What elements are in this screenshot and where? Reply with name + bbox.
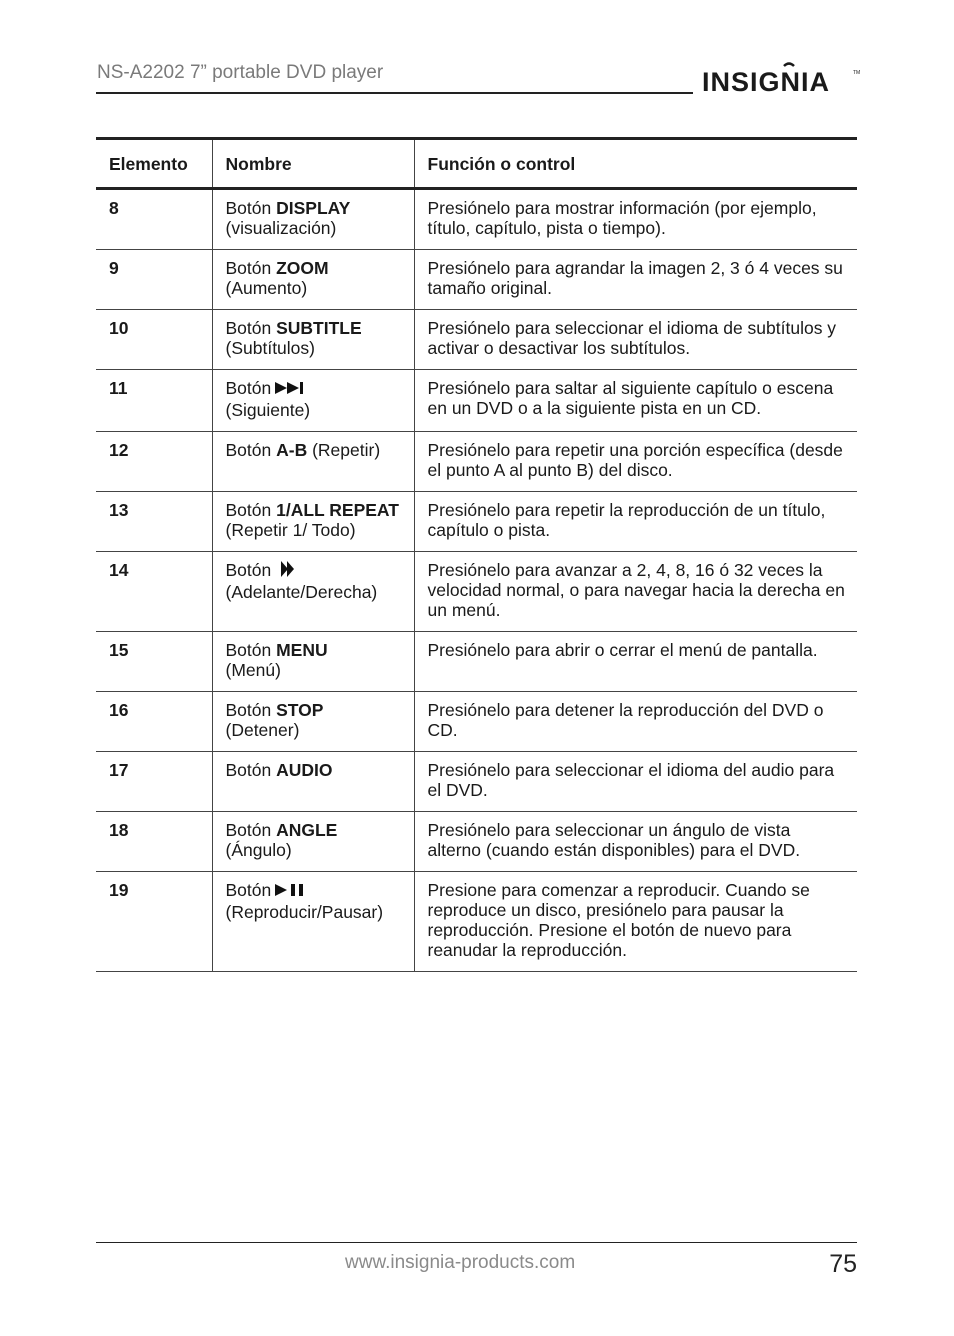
button-label: DISPLAY [276, 198, 351, 218]
button-label: ANGLE [276, 820, 338, 840]
function-description: Presiónelo para seleccionar el idioma de subtítulos y activar o desactivar los subtítulos. [414, 310, 857, 370]
function-description: Presiónelo para avanzar a 2, 4, 8, 16 ó 32 veces la velocidad normal, o para navegar hacia la derecha en un menú. [414, 552, 857, 632]
element-number: 19 [96, 872, 212, 972]
header-divider [96, 92, 693, 94]
button-name-cell [212, 632, 414, 692]
table-row [96, 250, 857, 310]
footer-url: www.insignia-products.com [345, 1252, 576, 1273]
button-translation: (Subtítulos) [225, 338, 315, 358]
function-description: Presione para comenzar a reproducir. Cuando se reproduce un disco, presiónelo para pausar la reproducción. Presione el botón de nuevo para reanudar la reproducción. [414, 872, 857, 972]
table-row [96, 812, 857, 872]
svg-text:INSIGNIA: INSIGNIA [702, 67, 831, 97]
table-header-row [96, 139, 857, 189]
button-translation: (Detener) [225, 720, 300, 740]
button-prefix: Botón [225, 258, 277, 278]
table-row [96, 552, 857, 632]
button-name-cell [212, 872, 414, 972]
column-header-elemento: Elemento [96, 139, 212, 189]
button-name-cell [212, 492, 414, 552]
button-label: ZOOM [276, 258, 329, 278]
button-function-table [96, 137, 857, 972]
button-name-cell [212, 370, 414, 432]
button-prefix: Botón [225, 640, 277, 660]
button-name-cell [212, 310, 414, 370]
button-translation: (Ángulo) [225, 840, 292, 860]
button-label: MENU [276, 640, 328, 660]
element-number: 15 [96, 632, 212, 692]
button-name-cell [212, 552, 414, 632]
element-number: 18 [96, 812, 212, 872]
button-translation: (Siguiente) [225, 400, 311, 420]
button-name-cell [212, 189, 414, 250]
button-name-cell [212, 250, 414, 310]
document-title: NS-A2202 7” portable DVD player [97, 62, 384, 83]
button-name-cell [212, 812, 414, 872]
button-prefix: Botón [225, 760, 277, 780]
button-translation: (Adelante/Derecha) [225, 582, 378, 602]
function-description: Presiónelo para seleccionar el idioma del audio para el DVD. [414, 752, 857, 812]
button-translation: (Reproducir/Pausar) [225, 902, 384, 922]
table-row [96, 632, 857, 692]
table-row [96, 370, 857, 432]
button-prefix: Botón [225, 820, 277, 840]
forward-icon [275, 560, 297, 582]
function-description: Presiónelo para abrir o cerrar el menú de pantalla. [414, 632, 857, 692]
button-translation: (Repetir) [307, 440, 381, 460]
button-prefix: Botón [225, 560, 272, 580]
button-name-cell [212, 752, 414, 812]
button-translation: (Repetir 1/ Todo) [225, 520, 356, 540]
button-label: A-B [276, 440, 308, 460]
column-header-nombre: Nombre [212, 139, 414, 189]
button-label: AUDIO [276, 760, 333, 780]
function-description: Presiónelo para detener la reproducción del DVD o CD. [414, 692, 857, 752]
column-header-funcion: Función o control [414, 139, 857, 189]
element-number: 8 [96, 189, 212, 250]
button-prefix: Botón [225, 378, 272, 398]
button-prefix: Botón [225, 198, 277, 218]
button-translation: (visualización) [225, 218, 337, 238]
table-row [96, 432, 857, 492]
play-pause-icon [275, 882, 309, 902]
button-prefix: Botón [225, 440, 277, 460]
svg-text:TM: TM [853, 70, 860, 76]
page-number: 75 [829, 1250, 857, 1278]
element-number: 16 [96, 692, 212, 752]
element-number: 11 [96, 370, 212, 432]
table-row [96, 752, 857, 812]
function-description: Presiónelo para saltar al siguiente capítulo o escena en un DVD o a la siguiente pista en un CD. [414, 370, 857, 432]
button-prefix: Botón [225, 880, 272, 900]
button-prefix: Botón [225, 700, 277, 720]
function-description: Presiónelo para agrandar la imagen 2, 3 ó 4 veces su tamaño original. [414, 250, 857, 310]
element-number: 14 [96, 552, 212, 632]
table-row [96, 692, 857, 752]
element-number: 17 [96, 752, 212, 812]
button-prefix: Botón [225, 500, 277, 520]
table-row [96, 189, 857, 250]
element-number: 12 [96, 432, 212, 492]
footer-divider [96, 1242, 857, 1243]
table-row [96, 310, 857, 370]
element-number: 9 [96, 250, 212, 310]
table-row [96, 872, 857, 972]
element-number: 10 [96, 310, 212, 370]
button-translation: (Aumento) [225, 278, 308, 298]
button-name-cell [212, 432, 414, 492]
function-description: Presiónelo para mostrar información (por ejemplo, título, capítulo, pista o tiempo). [414, 189, 857, 250]
button-translation: (Menú) [225, 660, 281, 680]
button-prefix: Botón [225, 318, 277, 338]
function-description: Presiónelo para repetir la reproducción de un título, capítulo o pista. [414, 492, 857, 552]
function-description: Presiónelo para repetir una porción específica (desde el punto A al punto B) del disco. [414, 432, 857, 492]
function-description: Presiónelo para seleccionar un ángulo de vista alterno (cuando están disponibles) para el DVD. [414, 812, 857, 872]
table-row [96, 492, 857, 552]
button-label: STOP [276, 700, 324, 720]
insignia-logo [700, 60, 860, 100]
next-icon [275, 380, 311, 400]
element-number: 13 [96, 492, 212, 552]
button-label: SUBTITLE [276, 318, 362, 338]
button-label: 1/ALL REPEAT [276, 500, 399, 520]
button-name-cell [212, 692, 414, 752]
